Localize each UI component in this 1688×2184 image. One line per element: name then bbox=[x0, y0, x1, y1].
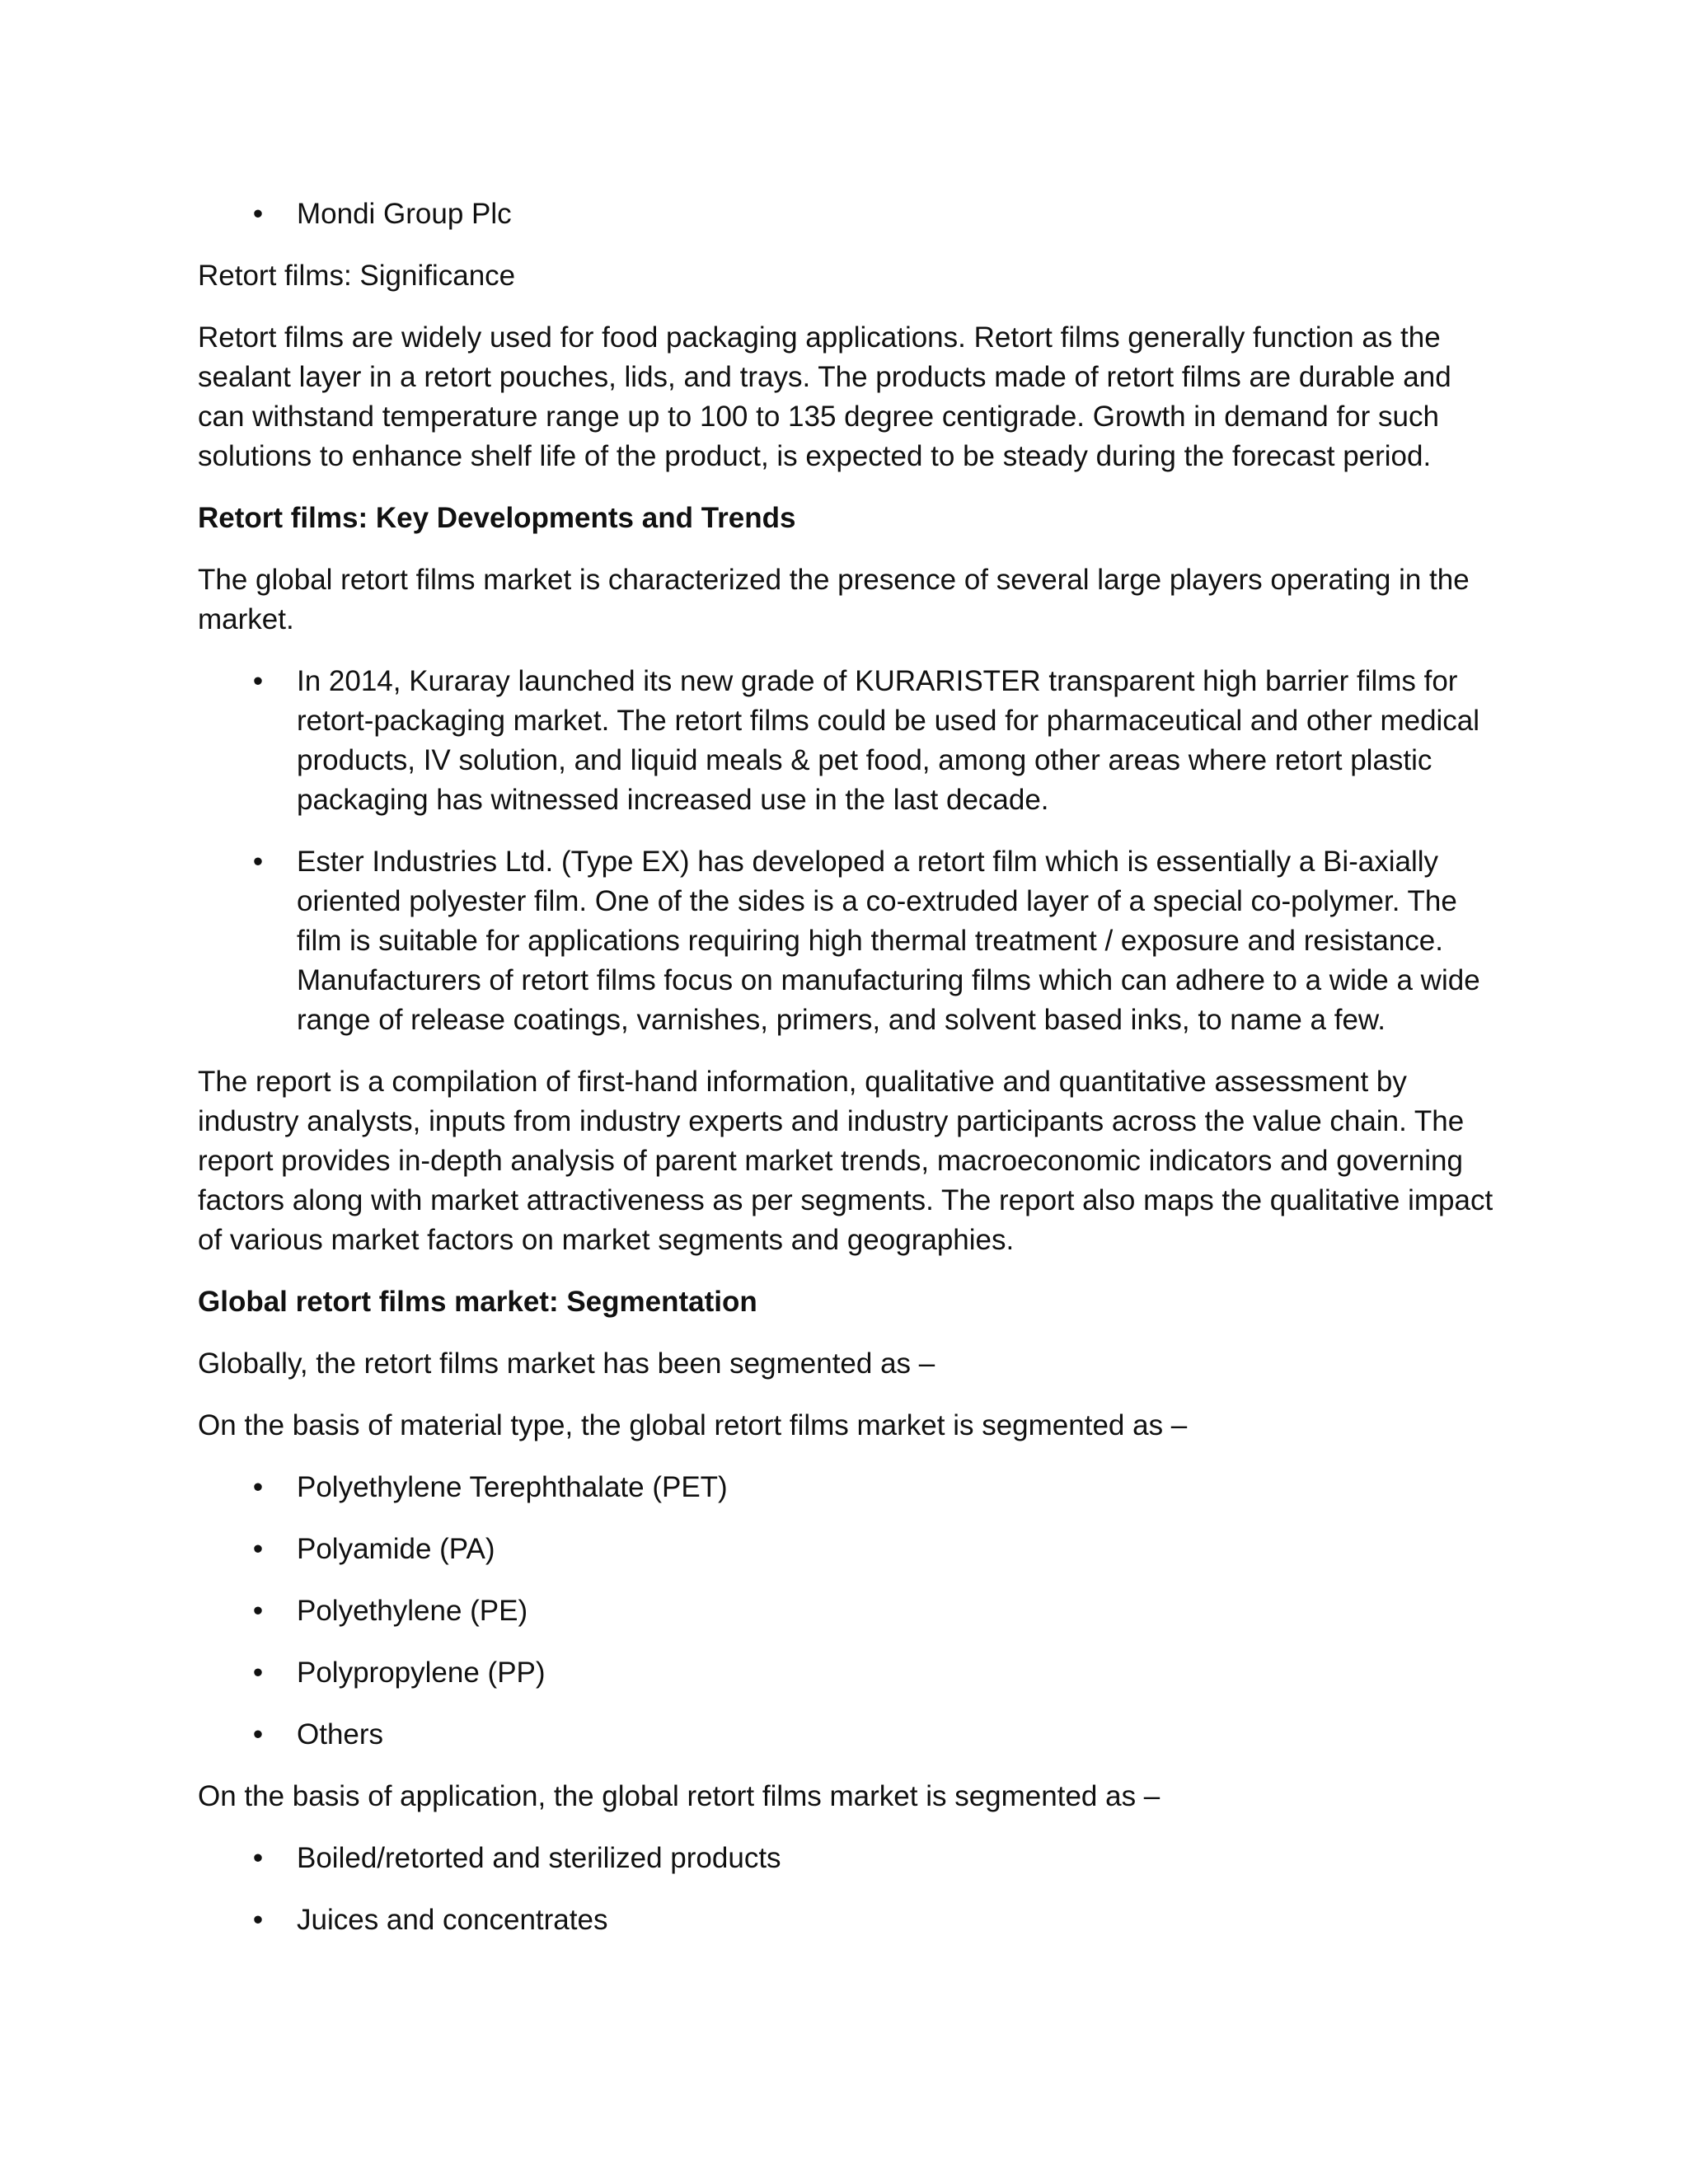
bullet-icon: • bbox=[252, 1904, 264, 1936]
bullet-icon: • bbox=[252, 1533, 264, 1565]
list-item-text: Ester Industries Ltd. (Type EX) has developed a retort film which is essentially a Bi-axially oriented polyester film. One of the sides is a co-extruded layer of a special co-polymer. The film is suitable for applications requiring high thermal treatment / exposure and resistance. Manufacturers of retort films focus on manufacturing films which can adhere to a wide a wide range of release coatings, varnishes, primers, and solvent based inks, to name a few. bbox=[297, 846, 1480, 1036]
segmentation-heading: Global retort films market: Segmentation bbox=[198, 1286, 757, 1318]
significance-paragraph: Retort films are widely used for food packaging applications. Retort films generally function as the sealant layer in a retort pouches, lids, and trays. The products made of retort films are durable and can withstand temperature range up to 100 to 135 degree centigrade. Growth in demand for such solutions to enhance shelf life of the product, is expected to be steady during the forecast period. bbox=[198, 321, 1451, 472]
material-intro: On the basis of material type, the global retort films market is segmented as – bbox=[198, 1409, 1188, 1441]
application-list bbox=[198, 1839, 1500, 1940]
bullet-icon: • bbox=[252, 1595, 264, 1627]
list-item-text: Polyamide (PA) bbox=[297, 1533, 495, 1565]
bullet-icon: • bbox=[252, 1471, 264, 1503]
bullet-icon: • bbox=[252, 846, 264, 878]
list-item-text: Juices and concentrates bbox=[297, 1904, 608, 1936]
document-page bbox=[198, 194, 1500, 1962]
developments-intro: The global retort films market is characterized the presence of several large players operating in the market. bbox=[198, 564, 1470, 635]
bullet-icon: • bbox=[252, 1657, 264, 1689]
list-item bbox=[198, 1591, 1500, 1631]
list-item-text: In 2014, Kuraray launched its new grade of KURARISTER transparent high barrier films for retort-packaging market. The retort films could be used for pharmaceutical and other medical products, IV solution, and liquid meals & pet food, among other areas where retort plastic packaging has witnessed increased use in the last decade. bbox=[297, 665, 1480, 816]
company-list bbox=[198, 194, 1500, 234]
list-item bbox=[198, 842, 1500, 1040]
report-paragraph: The report is a compilation of first-hand information, qualitative and quantitative assessment by industry analysts, inputs from industry experts and industry participants across the value chain. The report provides in-depth analysis of parent market trends, macroeconomic indicators and governing factors along with market attractiveness as per segments. The report also maps the qualitative impact of various market factors on market segments and geographies. bbox=[198, 1066, 1493, 1256]
developments-list bbox=[198, 662, 1500, 1040]
list-item bbox=[198, 194, 1500, 234]
list-item-text: Mondi Group Plc bbox=[297, 198, 512, 230]
list-item-text: Polyethylene (PE) bbox=[297, 1595, 528, 1627]
list-item bbox=[198, 1653, 1500, 1693]
list-item bbox=[198, 1839, 1500, 1878]
material-list bbox=[198, 1468, 1500, 1755]
list-item bbox=[198, 1530, 1500, 1569]
list-item bbox=[198, 662, 1500, 820]
list-item bbox=[198, 1468, 1500, 1507]
developments-heading: Retort films: Key Developments and Trends bbox=[198, 502, 796, 534]
significance-heading: Retort films: Significance bbox=[198, 260, 516, 292]
bullet-icon: • bbox=[252, 665, 264, 697]
bullet-icon: • bbox=[252, 1842, 264, 1874]
segmentation-intro: Globally, the retort films market has been segmented as – bbox=[198, 1347, 935, 1380]
list-item-text: Boiled/retorted and sterilized products bbox=[297, 1842, 781, 1874]
application-intro: On the basis of application, the global retort films market is segmented as – bbox=[198, 1780, 1160, 1812]
list-item-text: Polyethylene Terephthalate (PET) bbox=[297, 1471, 728, 1503]
list-item bbox=[198, 1900, 1500, 1940]
list-item-text: Others bbox=[297, 1718, 384, 1750]
list-item bbox=[198, 1715, 1500, 1755]
bullet-icon: • bbox=[252, 1718, 264, 1750]
list-item-text: Polypropylene (PP) bbox=[297, 1657, 546, 1689]
bullet-icon: • bbox=[252, 198, 264, 230]
